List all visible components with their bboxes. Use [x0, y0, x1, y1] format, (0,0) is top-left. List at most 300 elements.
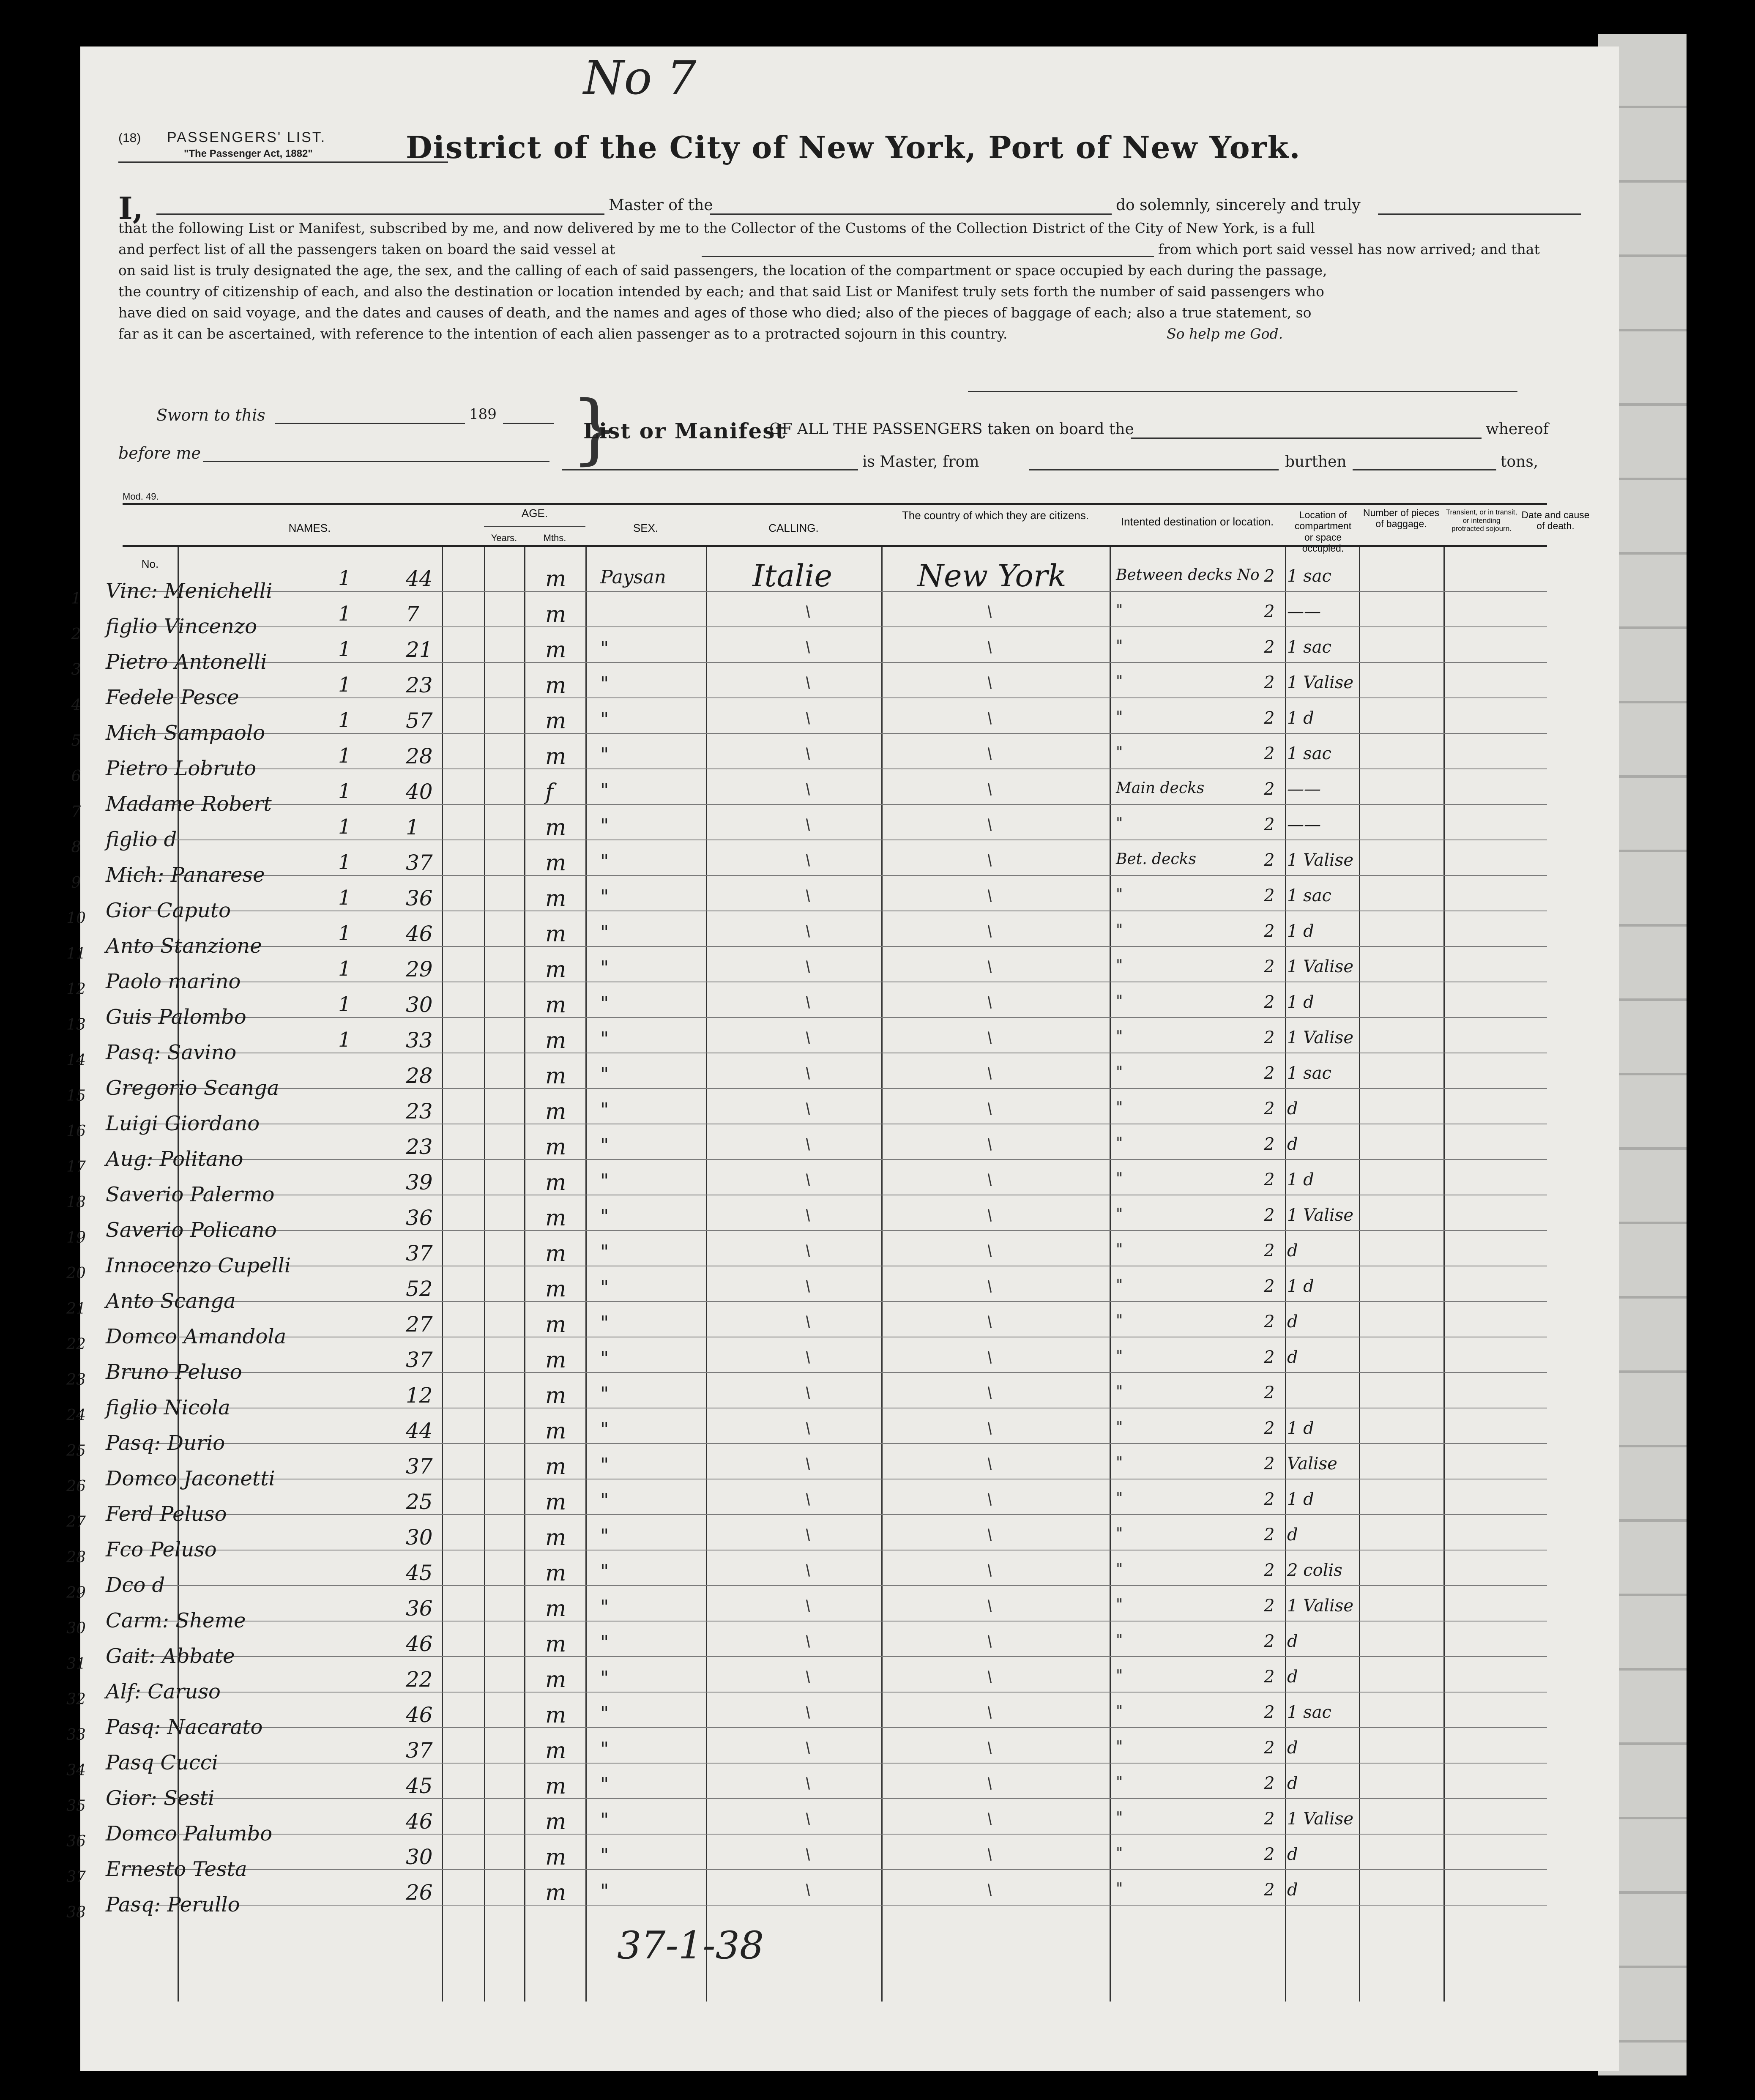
- location: ": [1116, 1312, 1123, 1329]
- row-number: 34: [66, 1762, 86, 1779]
- passenger-name: Domco Amandola: [106, 1325, 287, 1348]
- location-number: 2: [1264, 779, 1275, 799]
- location-number: 2: [1264, 708, 1275, 728]
- col-header-years: Years.: [491, 533, 517, 543]
- passenger-name: Madame Robert: [106, 792, 272, 816]
- location-number: 2: [1264, 1348, 1275, 1367]
- location: ": [1116, 921, 1123, 939]
- model-line: Mod. 49.: [123, 491, 159, 502]
- ditto-mark: [806, 1884, 810, 1896]
- row-number: 11: [66, 945, 86, 962]
- sex: m: [545, 1064, 566, 1089]
- col-header-age: AGE.: [521, 507, 548, 520]
- age-years: 23: [406, 1099, 433, 1124]
- age-years: 7: [406, 602, 419, 626]
- passenger-name: Ernesto Testa: [106, 1857, 247, 1881]
- baggage: 1 Valise: [1287, 850, 1354, 870]
- location: ": [1116, 1632, 1123, 1649]
- ditto-mark: [988, 747, 992, 760]
- row-number: 15: [66, 1087, 86, 1105]
- ditto-mark: [806, 1742, 810, 1754]
- age-years: 22: [406, 1667, 433, 1692]
- form-number: (18): [118, 131, 141, 145]
- ditto-mark: [988, 1280, 992, 1293]
- sex: m: [545, 1525, 566, 1550]
- manifest-vessel-blank: [1131, 438, 1482, 439]
- baggage: 1 sac: [1287, 1064, 1331, 1083]
- age-years: 57: [406, 708, 433, 733]
- sex: m: [545, 1312, 566, 1337]
- age-years: 28: [406, 744, 433, 768]
- baggage: 1 Valise: [1287, 1809, 1354, 1829]
- location: ": [1116, 1135, 1123, 1152]
- calling: ": [600, 1135, 609, 1156]
- form-title: PASSENGERS' LIST.: [167, 129, 326, 145]
- ditto-mark: [988, 1671, 992, 1683]
- passenger-name: Pasq: Durio: [106, 1431, 225, 1455]
- baggage: 1 sac: [1287, 637, 1331, 657]
- ditto-mark: [988, 676, 992, 689]
- age-years: 25: [406, 1490, 433, 1514]
- passenger-name: Mich: Panarese: [106, 863, 265, 887]
- manifest-whereof: whereof: [1486, 421, 1549, 438]
- calling: ": [600, 815, 609, 837]
- sex: m: [545, 1383, 566, 1408]
- ditto-mark: [988, 605, 992, 618]
- manifest-top-blank: [968, 391, 1517, 392]
- ditto-mark: [806, 747, 810, 760]
- tally-mark: 1: [338, 993, 351, 1016]
- manifest-from-blank: [1029, 469, 1279, 470]
- row-number: 19: [66, 1229, 86, 1247]
- manifest-page: [66, 46, 1619, 2071]
- calling: ": [600, 1348, 609, 1369]
- ditto-mark: [988, 1173, 992, 1186]
- ditto-mark: [806, 1209, 810, 1222]
- row-number: 25: [66, 1442, 86, 1460]
- location: ": [1116, 673, 1123, 690]
- calling: ": [600, 1206, 609, 1227]
- manifest-heading: List or Manifest: [583, 418, 786, 443]
- age-years: 39: [406, 1170, 433, 1195]
- location: ": [1116, 1241, 1123, 1258]
- col-header-transient: Transient, or in transit, or intending protracted sojourn.: [1446, 508, 1517, 533]
- row-number: 38: [66, 1904, 86, 1921]
- ditto-mark: [806, 1813, 810, 1825]
- location: ": [1116, 1774, 1123, 1791]
- ditto-mark: [806, 1848, 810, 1861]
- ditto-mark: [988, 1742, 992, 1754]
- sex: m: [545, 1419, 566, 1444]
- row-number: 22: [66, 1336, 86, 1353]
- passenger-name: Anto Scanga: [106, 1289, 236, 1313]
- location-number: 2: [1264, 1383, 1275, 1403]
- ditto-mark: [806, 925, 810, 938]
- ditto-mark: [806, 996, 810, 1009]
- age-years: 36: [406, 1206, 433, 1230]
- district-title: District of the City of New York, Port of New York.: [406, 129, 1301, 165]
- ditto-mark: [806, 1102, 810, 1115]
- age-years: 30: [406, 1525, 433, 1550]
- sex: f: [545, 779, 554, 805]
- ditto-mark: [988, 1457, 992, 1470]
- tally-mark: 1: [338, 957, 351, 981]
- passenger-name: Domco Jaconetti: [106, 1467, 275, 1490]
- ditto-mark: [806, 1315, 810, 1328]
- location: ": [1116, 708, 1123, 726]
- oath-line-4: the country of citizenship of each, and also the destination or location intended by each; and that said List or Manifest truly sets forth the number of said passengers who: [118, 283, 1324, 300]
- col-header-destination: Intented destination or location.: [1121, 515, 1274, 528]
- baggage: d: [1287, 1348, 1298, 1367]
- passenger-name: Saverio Policano: [106, 1218, 277, 1242]
- sex: m: [545, 602, 566, 627]
- sex: m: [545, 708, 566, 734]
- ditto-mark: [806, 854, 810, 867]
- location-number: 2: [1264, 1525, 1275, 1545]
- col-line-transient: [1443, 545, 1445, 2002]
- location: ": [1116, 1348, 1123, 1365]
- baggage: ——: [1287, 602, 1321, 621]
- passenger-name: Anto Stanzione: [106, 934, 262, 958]
- age-years: 37: [406, 1348, 433, 1372]
- sex: m: [545, 1738, 566, 1764]
- baggage: 1 d: [1287, 993, 1314, 1012]
- location: ": [1116, 1099, 1123, 1116]
- ditto-mark: [988, 1209, 992, 1222]
- passenger-name: Aug: Politano: [106, 1147, 243, 1171]
- passenger-name: Carm: Sheme: [106, 1609, 246, 1632]
- calling: ": [600, 1845, 609, 1866]
- calling: ": [600, 1099, 609, 1121]
- passenger-name: Pietro Lobruto: [106, 757, 256, 780]
- age-years: 52: [406, 1277, 433, 1301]
- baggage: 1 sac: [1287, 1703, 1331, 1722]
- calling: ": [600, 1880, 609, 1902]
- calling: ": [600, 1312, 609, 1334]
- sex: m: [545, 1667, 566, 1693]
- ditto-mark: [806, 1777, 810, 1790]
- location-number: 2: [1264, 1774, 1275, 1793]
- location-number: 2: [1264, 1490, 1275, 1509]
- passenger-name: Guis Palombo: [106, 1005, 246, 1029]
- col-line-calling: [706, 545, 707, 2002]
- age-years: 44: [406, 566, 433, 591]
- passenger-name: Ferd Peluso: [106, 1502, 227, 1526]
- row-number: 12: [66, 981, 86, 998]
- location-number: 2: [1264, 1880, 1275, 1900]
- ditto-mark: [988, 1244, 992, 1257]
- sex: m: [545, 921, 566, 947]
- ditto-mark: [806, 605, 810, 618]
- manifest-text-1: OF ALL THE PASSENGERS taken on board the: [769, 421, 1134, 438]
- age-years: 46: [406, 1632, 433, 1656]
- ditto-mark: [988, 783, 992, 796]
- location: ": [1116, 602, 1123, 619]
- age-years: 46: [406, 1703, 433, 1727]
- baggage: d: [1287, 1632, 1298, 1651]
- col-line-years: [484, 545, 485, 2002]
- age-years: 33: [406, 1028, 433, 1053]
- sex: m: [545, 673, 566, 698]
- oath-closing: So help me God.: [1167, 325, 1283, 342]
- location: ": [1116, 1667, 1123, 1684]
- tally-mark: 1: [338, 850, 351, 874]
- age-years: 46: [406, 921, 433, 946]
- ditto-mark: [988, 1813, 992, 1825]
- location: ": [1116, 1419, 1123, 1436]
- form-title-rule: [118, 161, 448, 163]
- baggage: 1 Valise: [1287, 673, 1354, 692]
- location: Bet. decks: [1116, 850, 1196, 868]
- baggage: ——: [1287, 779, 1321, 799]
- col-header-location: Location of compartment or space occupied.: [1294, 509, 1352, 554]
- location-number: 2: [1264, 1099, 1275, 1118]
- row-number: 36: [66, 1833, 86, 1850]
- row-number: 32: [66, 1691, 86, 1708]
- sex: m: [545, 815, 566, 840]
- row-number: 16: [66, 1123, 86, 1140]
- baggage: 1 Valise: [1287, 1028, 1354, 1047]
- baggage: d: [1287, 1525, 1298, 1545]
- ditto-mark: [806, 1173, 810, 1186]
- row-number: 6: [71, 768, 81, 785]
- sworn-year: 189: [469, 406, 497, 423]
- ditto-mark: [988, 1529, 992, 1541]
- location: ": [1116, 1028, 1123, 1045]
- oath-line-5: have died on said voyage, and the dates and causes of death, and the names and ages of those who died; also of the pieces of baggage of each; also a true statement, so: [118, 304, 1312, 321]
- passenger-name: Bruno Peluso: [106, 1360, 242, 1384]
- ditto-mark: [806, 1529, 810, 1541]
- location-number: 2: [1264, 957, 1275, 976]
- location: ": [1116, 993, 1123, 1010]
- age-subrule: [484, 526, 585, 527]
- before-me: before me: [118, 444, 201, 462]
- calling: ": [600, 1241, 609, 1263]
- ditto-mark: [988, 925, 992, 938]
- sex: m: [545, 1809, 566, 1835]
- oath-name-blank: [156, 213, 604, 215]
- location-number: 2: [1264, 993, 1275, 1012]
- row-number: 27: [66, 1513, 86, 1531]
- location-number: 2: [1264, 1419, 1275, 1438]
- ditto-mark: [988, 1351, 992, 1364]
- location: ": [1116, 1738, 1123, 1755]
- age-years: 26: [406, 1880, 433, 1905]
- tally-mark: 1: [338, 921, 351, 945]
- location-number: 2: [1264, 1241, 1275, 1261]
- age-years: 28: [406, 1064, 433, 1088]
- baggage: 1 sac: [1287, 566, 1331, 586]
- row-number: 3: [71, 661, 81, 678]
- calling: ": [600, 1632, 609, 1653]
- row-number: 13: [66, 1016, 86, 1034]
- sex: m: [545, 1632, 566, 1657]
- sex: m: [545, 1774, 566, 1799]
- baggage: d: [1287, 1845, 1298, 1864]
- oath-line-6: far as it can be ascertained, with reference to the intention of each alien passenger as to a protracted sojourn in this country.: [118, 325, 1008, 342]
- oath-line-3: on said list is truly designated the age, the sex, and the calling of each of said passengers, the location of the compartment or space occupied by each during the passage,: [118, 262, 1327, 279]
- location: ": [1116, 1525, 1123, 1542]
- passenger-name: Vinc: Menichelli: [106, 579, 273, 603]
- ditto-mark: [806, 818, 810, 831]
- passenger-name: Fedele Pesce: [106, 686, 239, 709]
- location: Between decks No: [1116, 566, 1260, 584]
- location: ": [1116, 886, 1123, 903]
- passenger-name: Fco Peluso: [106, 1538, 217, 1561]
- passenger-name: Pasq: Nacarato: [106, 1715, 263, 1739]
- row-number: 17: [66, 1158, 86, 1176]
- age-years: 30: [406, 993, 433, 1017]
- ditto-mark: [988, 1138, 992, 1151]
- passenger-name: figlio Vincenzo: [106, 615, 257, 638]
- baggage: 1 sac: [1287, 886, 1331, 905]
- ditto-mark: [988, 1102, 992, 1115]
- age-years: 29: [406, 957, 433, 982]
- age-years: 37: [406, 1738, 433, 1763]
- calling: ": [600, 673, 609, 695]
- sworn-brace: }: [571, 385, 619, 473]
- location-number: 2: [1264, 1312, 1275, 1332]
- ditto-mark: [806, 1244, 810, 1257]
- ditto-mark: [988, 818, 992, 831]
- passenger-name: Gior: Sesti: [106, 1786, 215, 1810]
- age-years: 12: [406, 1383, 433, 1408]
- tally-mark: 1: [338, 637, 351, 661]
- calling: ": [600, 993, 609, 1014]
- manifest-is-master: is Master, from: [862, 453, 979, 470]
- ditto-mark: [806, 1493, 810, 1506]
- sworn-day-blank: [275, 423, 465, 424]
- ditto-mark: [806, 1706, 810, 1719]
- calling: ": [600, 1419, 609, 1440]
- location: ": [1116, 815, 1123, 832]
- sex: m: [545, 850, 566, 876]
- sex: m: [545, 1028, 566, 1053]
- baggage: 1 sac: [1287, 744, 1331, 763]
- col-line-destination: [1110, 545, 1111, 2002]
- baggage: Valise: [1287, 1454, 1337, 1474]
- oath-master-of: Master of the: [609, 197, 713, 214]
- row-number: 14: [66, 1052, 86, 1069]
- calling: ": [600, 1490, 609, 1511]
- location-number: 2: [1264, 850, 1275, 870]
- location-number: 2: [1264, 1170, 1275, 1189]
- location-number: 2: [1264, 1561, 1275, 1580]
- sex: m: [545, 1454, 566, 1479]
- baggage: 1 d: [1287, 1277, 1314, 1296]
- col-header-names: NAMES.: [288, 522, 331, 534]
- calling: ": [600, 1596, 609, 1618]
- location-number: 2: [1264, 1809, 1275, 1829]
- row-number: 23: [66, 1371, 86, 1389]
- ditto-mark: [806, 889, 810, 902]
- passenger-name: Gregorio Scanga: [106, 1076, 279, 1100]
- col-line-country: [881, 545, 883, 2002]
- sex: m: [545, 1206, 566, 1231]
- tally-mark: 1: [338, 779, 351, 803]
- row-number: 31: [66, 1655, 86, 1673]
- baggage: 1 d: [1287, 921, 1314, 941]
- ditto-mark: [988, 1564, 992, 1577]
- location: ": [1116, 1064, 1123, 1081]
- sex: m: [545, 1170, 566, 1195]
- calling: ": [600, 1028, 609, 1050]
- oath-line-2: and perfect list of all the passengers taken on board the said vessel at: [118, 241, 615, 257]
- calling: ": [600, 1064, 609, 1085]
- baggage: 1 d: [1287, 1170, 1314, 1189]
- table-top-rule: [123, 503, 1547, 505]
- ditto-mark: [988, 1635, 992, 1648]
- location-number: 2: [1264, 744, 1275, 763]
- calling: ": [600, 957, 609, 979]
- baggage: 1 d: [1287, 1490, 1314, 1509]
- location-number: 2: [1264, 1703, 1275, 1722]
- location: ": [1116, 1206, 1123, 1223]
- passenger-name: Pietro Antonelli: [106, 650, 267, 674]
- row-number: 21: [66, 1300, 86, 1318]
- baggage: 1 Valise: [1287, 957, 1354, 976]
- ditto-mark: [806, 1280, 810, 1293]
- location: ": [1116, 1809, 1123, 1827]
- age-years: 45: [406, 1561, 433, 1585]
- location-number: 2: [1264, 566, 1275, 586]
- sex: m: [545, 993, 566, 1018]
- age-years: 23: [406, 1135, 433, 1159]
- row-number: 5: [71, 732, 81, 749]
- location-number: 2: [1264, 602, 1275, 621]
- baggage: d: [1287, 1241, 1298, 1261]
- sex: m: [545, 886, 566, 911]
- ditto-mark: [988, 712, 992, 725]
- tally-mark: 1: [338, 566, 351, 590]
- passenger-name: Paolo marino: [106, 970, 241, 993]
- age-years: 44: [406, 1419, 433, 1443]
- sex: m: [545, 566, 566, 592]
- tally-mark: 1: [338, 815, 351, 839]
- ditto-mark: [806, 641, 810, 654]
- location-number: 2: [1264, 637, 1275, 657]
- row-number: 26: [66, 1478, 86, 1495]
- row-number: 29: [66, 1584, 86, 1602]
- sex: m: [545, 957, 566, 982]
- ditto-mark: [806, 1635, 810, 1648]
- baggage: 1 d: [1287, 1419, 1314, 1438]
- age-years: 1: [406, 815, 419, 839]
- location-number: 2: [1264, 1277, 1275, 1296]
- ditto-mark: [988, 960, 992, 973]
- col-header-mths: Mths.: [543, 533, 566, 543]
- tally-mark: 1: [338, 744, 351, 768]
- manifest-burthen-blank: [1353, 469, 1496, 470]
- sex: m: [545, 1490, 566, 1515]
- row-number: 20: [66, 1265, 86, 1282]
- passenger-name: Mich Sampaolo: [106, 721, 265, 745]
- header-bottom-rule: [123, 545, 1547, 547]
- ditto-mark: [806, 1600, 810, 1612]
- age-years: 36: [406, 1596, 433, 1621]
- row-number: 33: [66, 1726, 86, 1744]
- row-number: 37: [66, 1868, 86, 1886]
- sworn-year-blank: [503, 423, 554, 424]
- location: ": [1116, 1845, 1123, 1862]
- footer-tally: 37-1-38: [617, 1923, 764, 1968]
- tally-mark: 1: [338, 602, 351, 626]
- manifest-master-blank: [562, 469, 858, 470]
- location: Main decks: [1116, 779, 1205, 797]
- ditto-mark: [988, 1493, 992, 1506]
- location: ": [1116, 1490, 1123, 1507]
- ditto-mark: [806, 960, 810, 973]
